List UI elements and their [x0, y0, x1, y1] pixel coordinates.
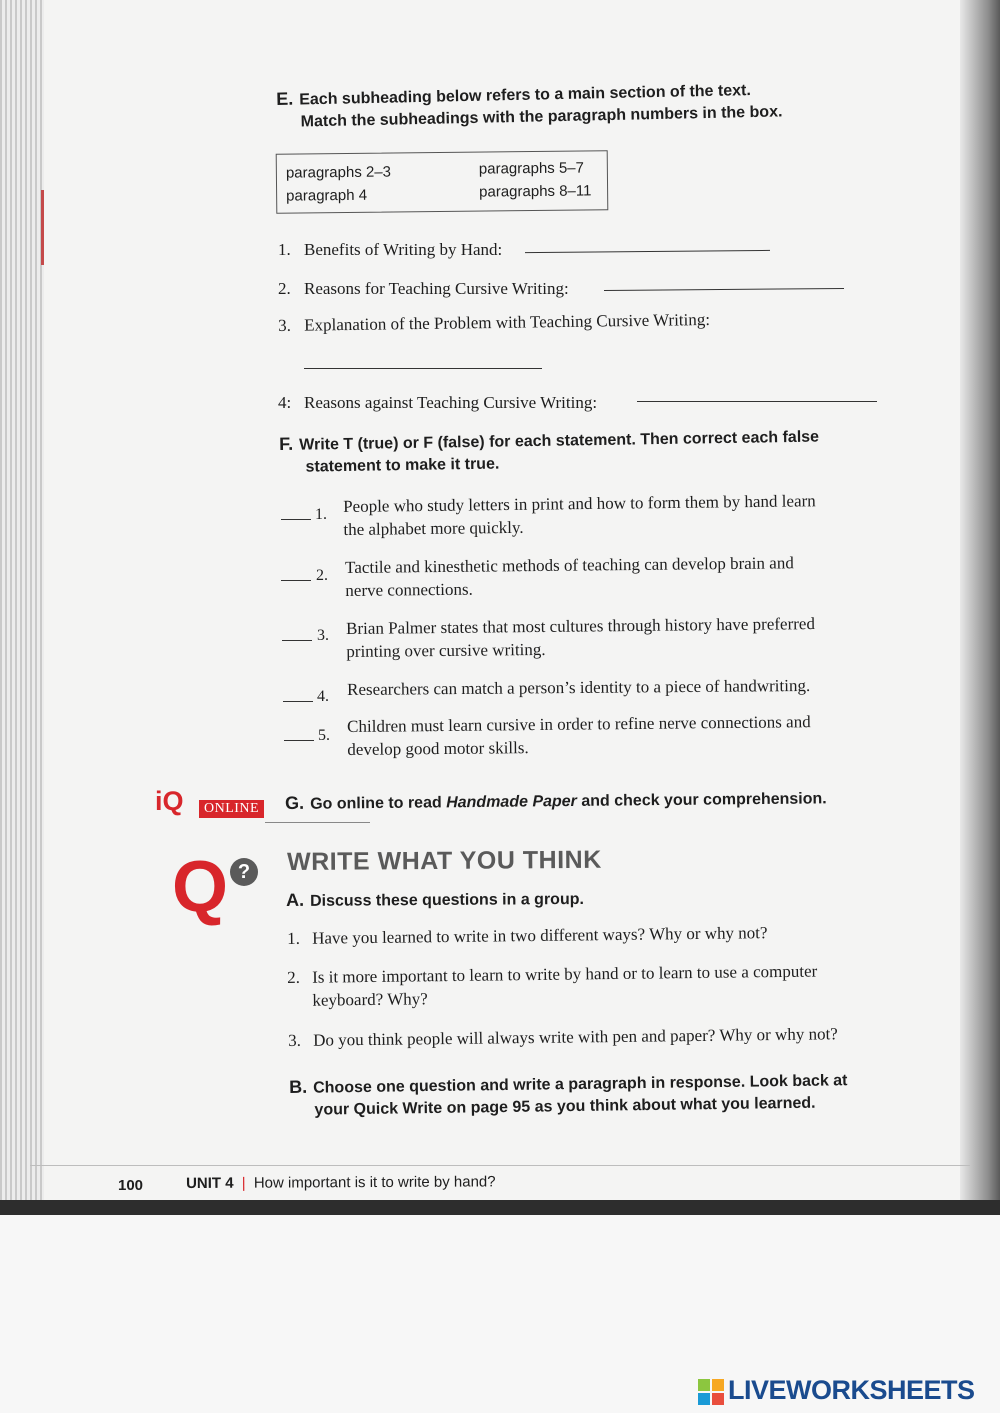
exercise-e-item: 1. Benefits of Writing by Hand:: [278, 240, 503, 259]
footer-unit: UNIT 4 | How important is it to write by hand?: [186, 1173, 496, 1192]
true-false-blank[interactable]: [281, 519, 311, 520]
liveworksheets-watermark: LIVEWORKSHEETS: [728, 1375, 975, 1405]
binding-edge-mark: [41, 190, 44, 265]
exercise-g-instruction: G. Go online to read Handmade Paper and check your comprehension.: [285, 790, 827, 813]
exercise-f-instruction: F. Write T (true) or F (false) for each statement. Then correct each false statement to make it true.: [279, 428, 820, 476]
book-binding: [0, 0, 44, 1215]
discussion-question: 3. Do you think people will always write with pen and paper? Why or why not?: [288, 1024, 838, 1050]
write-b-instruction: B. Choose one question and write a paragraph in response. Look back at your Quick Write on page 95 as you think about what you learned.: [289, 1072, 848, 1119]
box-entry: paragraphs 2–3: [285, 163, 392, 182]
q-logo-icon: Q ?: [172, 852, 272, 932]
exercise-e-letter: E.: [276, 88, 294, 109]
statement-number: 3.: [317, 627, 329, 644]
exercise-e-item: 3. Explanation of the Problem with Teaching Cursive Writing:: [278, 309, 711, 335]
statement-number: 4.: [317, 688, 329, 705]
answer-line[interactable]: [604, 288, 844, 291]
liveworksheets-logo-icon: [698, 1379, 724, 1405]
iq-divider: [265, 822, 370, 823]
box-entry: paragraph 4: [286, 186, 368, 205]
answer-line[interactable]: [637, 401, 877, 402]
statement-text: Researchers can match a person’s identity to a piece of handwriting.: [347, 675, 811, 699]
true-false-blank[interactable]: [283, 701, 313, 702]
footer-question: How important is it to write by hand?: [253, 1173, 496, 1192]
paragraph-box: [276, 150, 609, 213]
exercise-e-item: 4: Reasons against Teaching Cursive Writing:: [278, 393, 598, 412]
exercise-f-letter: F.: [279, 433, 294, 454]
discussion-question: 1. Have you learned to write in two different ways? Why or why not?: [287, 923, 768, 948]
statement-text: People who study letters in print and how to form them by hand learn the alphabet more quickly.: [343, 491, 816, 539]
answer-line[interactable]: [304, 368, 542, 369]
write-a-instruction: A. Discuss these questions in a group.: [286, 889, 584, 910]
statement-text: Tactile and kinesthetic methods of teaching can develop brain and nerve connections.: [345, 553, 794, 600]
page-number: 100: [118, 1177, 144, 1194]
scan-shadow-band: [0, 1200, 1000, 1215]
exercise-e-item: 2. Reasons for Teaching Cursive Writing:: [278, 279, 569, 298]
box-entry: paragraphs 5–7: [478, 159, 585, 178]
true-false-blank[interactable]: [281, 580, 311, 581]
page-right-edge: [960, 0, 1000, 1215]
statement-number: 1.: [315, 506, 327, 523]
footer-rule: [30, 1165, 970, 1166]
exercise-e-instruction: E. Each subheading below refers to a main section of the text. Match the subheadings with the paragraph numbers in the box.: [276, 82, 783, 131]
true-false-blank[interactable]: [282, 640, 312, 641]
discussion-question: 2. Is it more important to learn to write by hand or to learn to use a computer keyboard? Why?: [287, 961, 818, 1010]
answer-line[interactable]: [525, 250, 770, 253]
statement-text: Children must learn cursive in order to refine nerve connections and develop good motor skills.: [347, 712, 811, 759]
true-false-blank[interactable]: [284, 740, 314, 741]
iq-online-logo: iQ ONLINE: [155, 786, 265, 822]
box-entry: paragraphs 8–11: [479, 182, 592, 201]
statement-number: 5.: [318, 727, 330, 744]
statement-text: Brian Palmer states that most cultures through history have preferred printing over cursive writing.: [346, 614, 815, 661]
section-heading: WRITE WHAT YOU THINK: [287, 845, 602, 876]
statement-number: 2.: [316, 567, 328, 584]
